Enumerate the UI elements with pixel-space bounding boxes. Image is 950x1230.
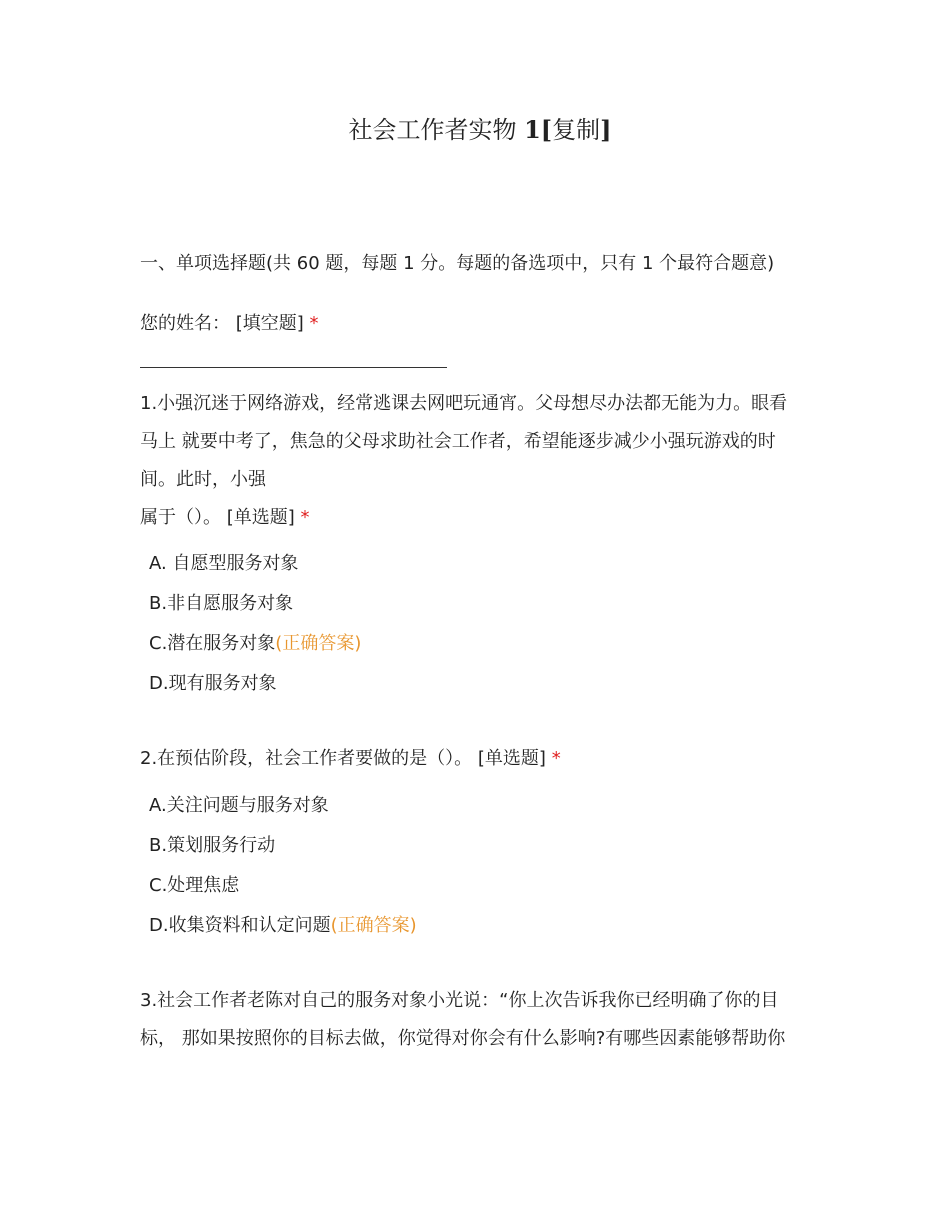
required-mark: * <box>551 748 561 769</box>
question-2-line <box>140 740 810 778</box>
option-label: B.策划服务行动 <box>149 835 276 856</box>
question-3-line: 3.社会工作者老陈对自己的服务对象小光说：“你上次告诉我你已经明确了你的目 <box>140 990 779 1011</box>
question-1-line: 1.小强沉迷于网络游戏，经常逃课去网吧玩通宵。父母想尽办法都无能为力。眼看 <box>140 393 788 414</box>
question-3-line: 标， 那如果按照你的目标去做，你觉得对你会有什么影响?有哪些因素能够帮助你 <box>140 1028 786 1049</box>
title-main-text: 社会工作者实物 <box>348 116 517 144</box>
option-label: D.收集资料和认定问题 <box>149 915 331 936</box>
title-close-bracket: ] <box>600 115 612 144</box>
question-1-option-c[interactable] <box>149 631 361 657</box>
question-2-text <box>140 740 810 778</box>
option-label: A. 自愿型服务对象 <box>149 553 299 574</box>
question-1-line <box>140 499 810 537</box>
name-input-line[interactable] <box>140 367 447 368</box>
option-label: C.潜在服务对象 <box>149 633 276 654</box>
question-2-option-b[interactable] <box>149 833 275 859</box>
required-mark: * <box>300 507 310 528</box>
option-label: D.现有服务对象 <box>149 673 277 694</box>
option-label: B.非自愿服务对象 <box>149 593 294 614</box>
correct-answer-tag: (正确答案) <box>275 633 362 654</box>
question-2-option-a[interactable] <box>149 793 329 819</box>
question-1-line: 马上 就要中考了，焦急的父母求助社会工作者，希望能逐步减少小强玩游戏的时 <box>140 431 776 452</box>
title-number-text: 1[ <box>524 115 553 144</box>
option-label: A.关注问题与服务对象 <box>149 795 329 816</box>
question-1-type-text: 属于（）。 [单选题] <box>140 507 295 528</box>
name-field-label-text: 您的姓名： [填空题] <box>140 313 304 334</box>
required-mark: * <box>309 313 319 334</box>
question-1-option-a[interactable] <box>149 551 298 577</box>
option-label: C.处理焦虑 <box>149 875 240 896</box>
question-1-line: 间。此时，小强 <box>140 469 266 490</box>
name-field-label <box>140 311 319 337</box>
question-2-option-d[interactable] <box>149 913 417 939</box>
question-1-option-d[interactable] <box>149 671 277 697</box>
question-2-option-c[interactable] <box>149 873 239 899</box>
question-1-text <box>140 385 810 537</box>
title-copy-text: 复制 <box>552 116 601 144</box>
correct-answer-tag: (正确答案) <box>330 915 417 936</box>
page-title <box>0 110 950 145</box>
question-2-type-text: 2.在预估阶段，社会工作者要做的是（）。 [单选题] <box>140 748 546 769</box>
section-header: 一、单项选择题(共 60 题，每题 1 分。每题的备选项中，只有 1 个最符合题意) <box>140 253 775 274</box>
question-1-option-b[interactable] <box>149 591 293 617</box>
question-3-text <box>140 982 810 1058</box>
